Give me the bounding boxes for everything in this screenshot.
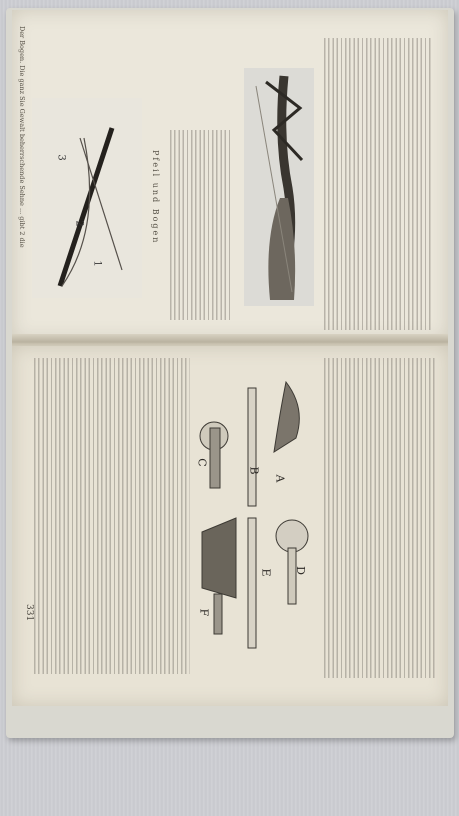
upper-text-column-middle bbox=[170, 130, 230, 320]
label-B: B bbox=[247, 466, 261, 475]
upper-page bbox=[12, 10, 448, 340]
label-E: E bbox=[259, 568, 273, 577]
figure-label-3: 3 bbox=[55, 154, 67, 161]
upper-text-column-right bbox=[324, 38, 432, 330]
arrow-parts-figure bbox=[196, 368, 316, 668]
bow-diagram bbox=[32, 98, 142, 298]
bow-photo bbox=[244, 68, 314, 306]
label-C: C bbox=[195, 458, 209, 467]
lower-text-top bbox=[324, 358, 436, 678]
lower-page bbox=[12, 346, 448, 706]
footer-line: Der Bogen. Die ganz Sie Gewalt beherrschende Sehne ... gibt 2 die bbox=[18, 26, 26, 248]
label-A: A bbox=[273, 474, 287, 483]
label-D: D bbox=[293, 566, 307, 575]
figure-label-2: 2 bbox=[73, 220, 85, 227]
page-number: 331 bbox=[24, 604, 34, 622]
section-heading: Pfeil und Bogen bbox=[151, 150, 160, 245]
label-F: F bbox=[197, 608, 211, 617]
lower-text-bottom bbox=[34, 358, 190, 674]
figure-label-1: 1 bbox=[91, 260, 103, 267]
